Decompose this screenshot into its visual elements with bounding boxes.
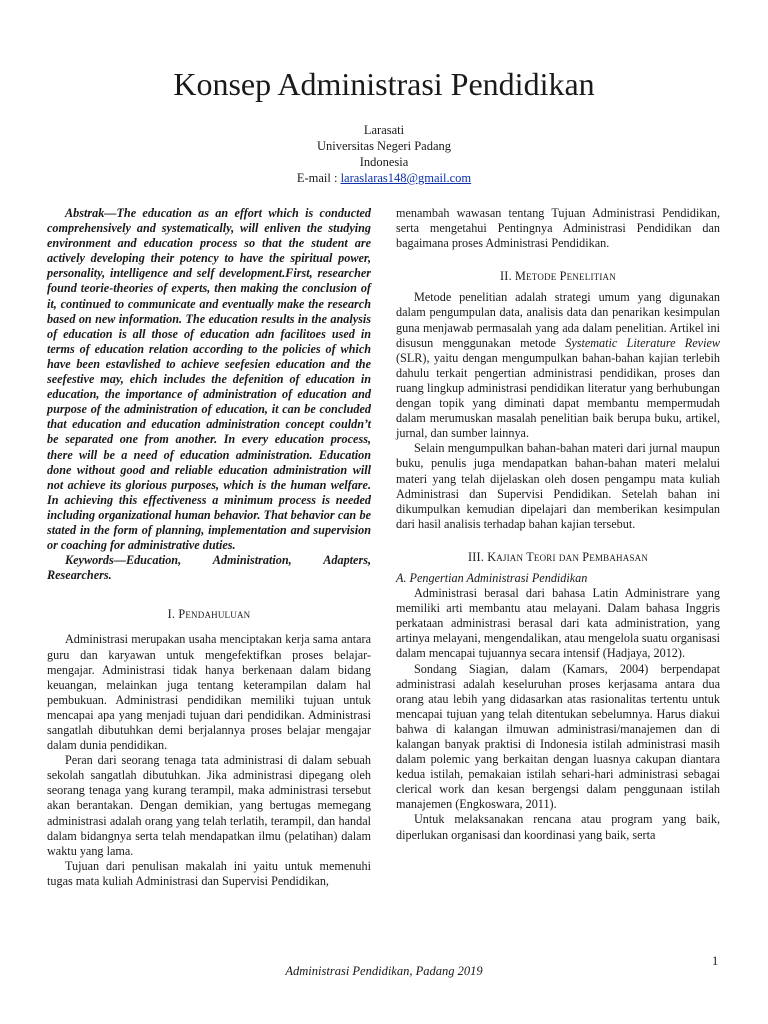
paragraph: Peran dari seorang tenaga tata administrasi di dalam sebuah sekolah sangatlah dibutuhkan. Jika administrasi dipegang oleh seorang tenaga yang kurang terampil, maka administrasi tersebut akan berantakan. Dengan demikian, yang bertugas memegang administrasi adalah orang yang telah terlatih, terampil, dan handal dalam bidangnya serta telah mendapatkan ilmu (pelatihan) dalam waktu yang lama.	[47, 753, 371, 858]
section-heading-metode: II. Metode Penelitian	[500, 269, 616, 284]
section-heading-pendahuluan: I. Pendahuluan	[167, 607, 251, 622]
page-number: 1	[712, 954, 719, 968]
subsection-heading: A. Pengertian Administrasi Pendidikan	[396, 570, 588, 585]
paragraph-part: Metode penelitian adalah strategi umum yang digunakan dalam pengumpulan data, analisis data dan penarikan kesimpulan guna menjawab permasalah yang ada dalam penelitian. Artikel ini disusun menggunakan metode	[396, 290, 720, 350]
paper-title: Konsep Administrasi Pendidikan	[173, 66, 595, 102]
author-block	[0, 122, 768, 186]
author-affiliation: Universitas Negeri Padang	[317, 139, 451, 153]
paragraph: menambah wawasan tentang Tujuan Administrasi Pendidikan, serta mengetahui Pentingnya Administrasi Pendidikan dan bagaimana proses Administrasi Pendidikan.	[396, 206, 720, 251]
paragraph	[396, 290, 720, 441]
paragraph: Administrasi berasal dari bahasa Latin Administrare yang memiliki arti membantu atau melayani. Dalam bahasa Inggris perkataan administrasi berasal dari kata administration, yang artinya melayani, mengendalikan, atau mengelola suatu organisasi dalam mencapai tujuannya secara intensif (Hadjaya, 2012).	[396, 586, 720, 661]
abstract-text: The education as an effort which is conducted comprehensively and systematically, will enliven the studying environment and education process so that the student are actively developing their potency to have the spiritual power, personality, intelligence and self development.First, researcher found teorie-theories of experts, then making the conclusion of it, continued to communicate and eventually make the research based on new information. The education results in the analysis of education is all those of education adn facilitoes used in terms of education relation according to the policies of which have been estavlished to achieve seefesien education and the seefestive may, ehich includes the defenition of education in education, the importance of administration of education and purpose of the administration of education, it can be concluded that education and education administration concept couldn’t be separated one from another. In every education process, there will be a need of education administration. Education done without good and reliable education administration will not achieve its glorious purposes, which is the human welfare. In achieving this effectiveness a minimum process is needed including organizational human behavior. That behavior can be stated in the form of planning, implementation and supervision or coaching for administrative duties.	[47, 206, 371, 553]
keywords: Keywords—Education, Administration, Adapters, Researchers.	[47, 553, 371, 583]
author-email-line	[0, 170, 768, 186]
paragraph: Tujuan dari penulisan makalah ini yaitu untuk memenuhi tugas mata kuliah Administrasi dan Supervisi Pendidikan,	[47, 858, 371, 888]
paragraph: Untuk melaksanakan rencana atau program yang baik, diperlukan organisasi dan koordinasi yang baik, serta	[396, 812, 720, 842]
abstract	[47, 206, 371, 553]
page-footer: Administrasi Pendidikan, Padang 2019	[285, 964, 483, 978]
emphasis: Systematic Literature Review	[565, 335, 720, 350]
author-country: Indonesia	[359, 155, 409, 169]
section-heading-kajian: III. Kajian Teori dan Pembahasan	[467, 549, 649, 564]
email-label: E-mail :	[296, 171, 341, 185]
email-link[interactable]: laraslaras148@gmail.com	[340, 171, 472, 185]
right-column	[396, 206, 720, 843]
paragraph-part: (SLR), yaitu dengan mengumpulkan bahan-bahan kajian terlebih dahulu terkait pengertian administrasi pendidikan, proses dan ruang lingkup administrasi pendidikan literatur yang berhubungan dengan topik yang diminati dapat membantu mempermudah dalam merumuskan masalah penelitian baik berupa buku, artikel, jurnal, dan sumber lainnya.	[396, 350, 720, 441]
author-name: Larasati	[363, 123, 405, 137]
paragraph: Selain mengumpulkan bahan-bahan materi dari jurnal maupun buku, penulis juga mendapatkan bahan-bahan materi melalui materi yang telah dijelaskan oleh dosen pengampu mata kuliah Administrasi dan Supervisi Pendidikan. Setelah bahan ini dikumpulkan kemudian dipelajari dan memberikan kesimpulan dari hasil analisis terhadap bahan kajian tersebut.	[396, 441, 720, 531]
abstract-lead: Abstrak—	[65, 206, 117, 220]
left-column	[47, 206, 371, 889]
paragraph: Sondang Siagian, dalam (Kamars, 2004) berpendapat administrasi adalah keseluruhan proses kerjasama antara dua orang atau lebih yang didasarkan atas rasionalitas tertentu untuk mencapai tujuan yang telah ditentukan sebelumnya. Harus diakui bahwa di kalangan ilmuwan administrasi/manajemen dan di kalangan banyak praktisi di Indonesia istilah administrasi masih dalam polemic yang berkaitan dengan luasnya cakupan diantara kedua istilah, pemakaian istilah sehari-hari administrasi sebagai clerical work dan kesan bergengsi dalam penggunaan istilah manajemen (Engkoswara, 2011).	[396, 661, 720, 812]
paragraph: Administrasi merupakan usaha menciptakan kerja sama antara guru dan karyawan untuk mengefektifkan proses belajar-mengajar. Administrasi tidak hanya berkenaan dalam bidang keuangan, melainkan juga tentang keterampilan dalam hal pembukuan. Administrasi pendidikan memiliki tujuan untuk mencapai apa yang menjadi tujuan dari pendidikan. Administrasi sangatlah dibutuhkan demi berjalannya proses belajar mengajar dalam dunia pendidikan.	[47, 632, 371, 753]
